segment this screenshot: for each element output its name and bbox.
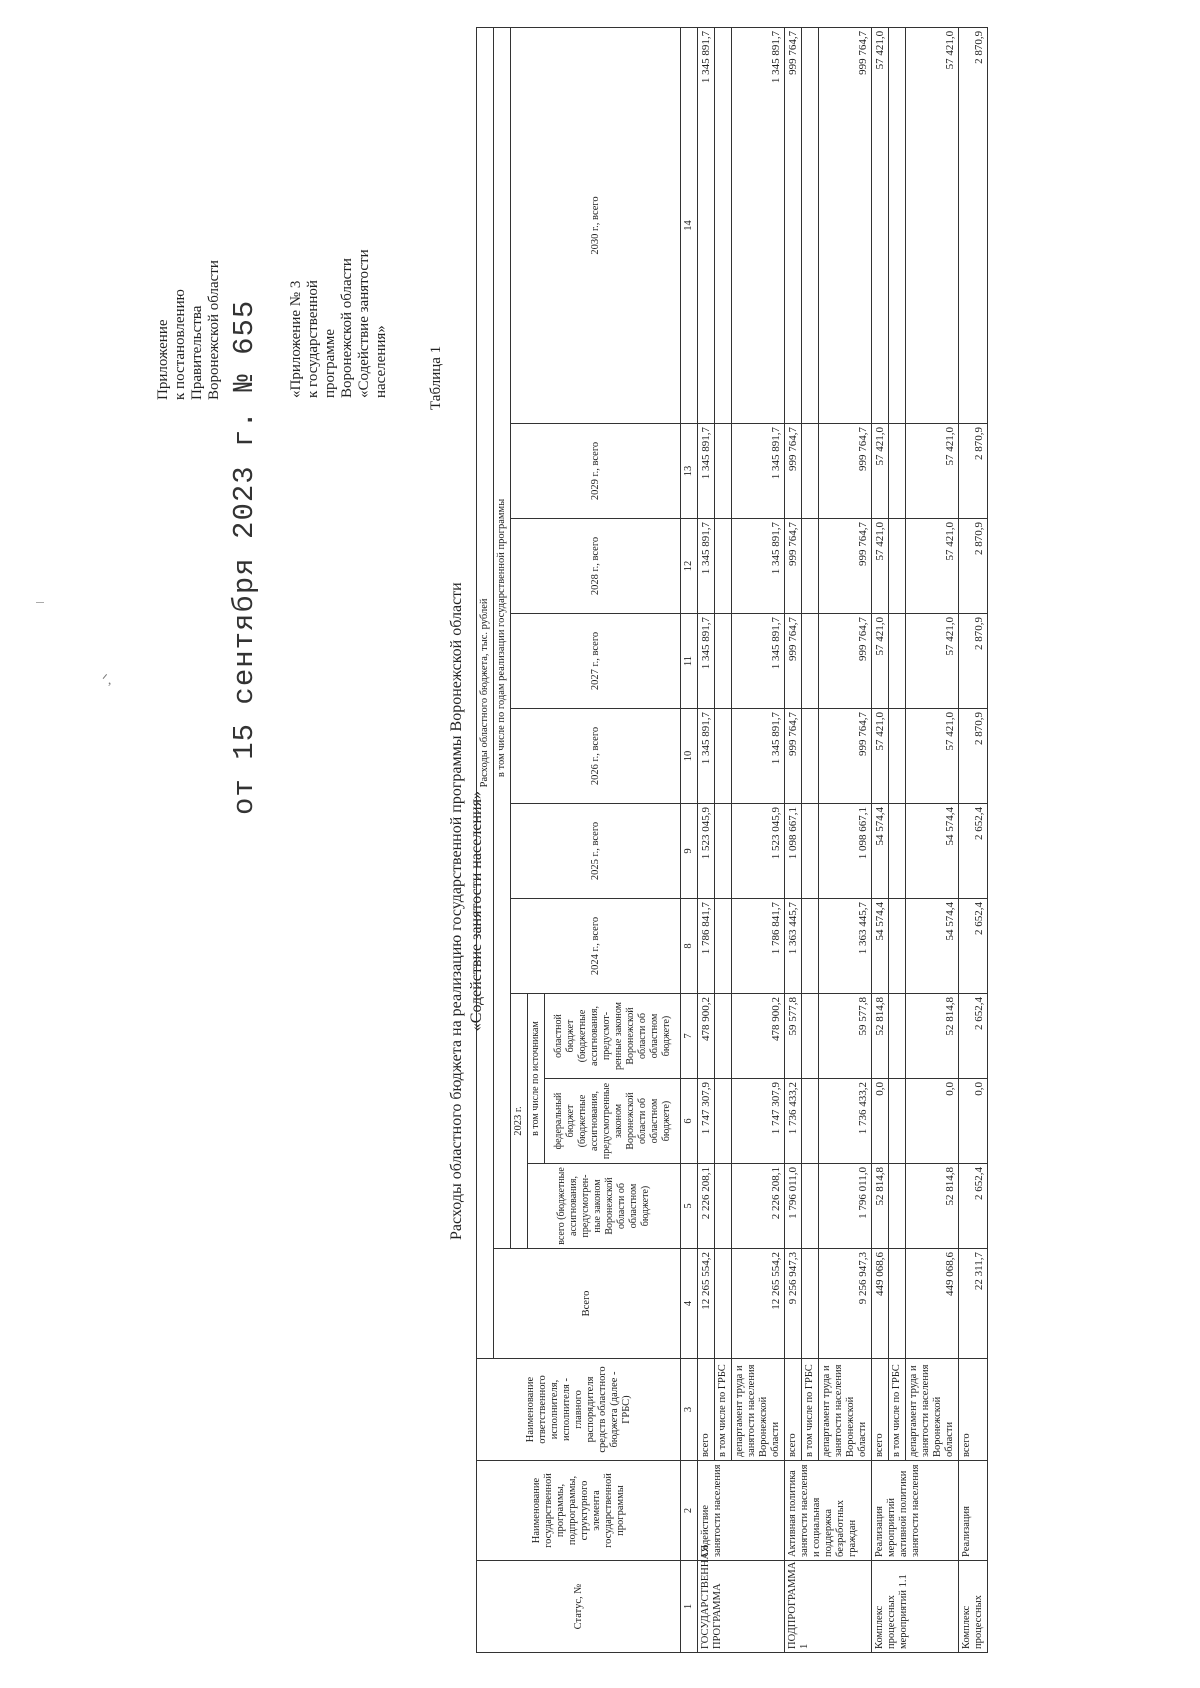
row-executor: всего <box>698 1359 715 1461</box>
col-number: 2 <box>681 1461 698 1561</box>
cell-value: 54 574,4 <box>906 804 959 899</box>
cell-value: 12 265 554,2 <box>698 1249 715 1359</box>
header-2030: 2030 г., всего <box>511 27 681 423</box>
cell-value: 52 814,8 <box>872 994 889 1079</box>
cell-value: 52 814,8 <box>906 1164 959 1249</box>
col-number: 14 <box>681 27 698 423</box>
cell-value: 1 796 011,0 <box>819 1164 872 1249</box>
table-row <box>715 27 732 1652</box>
col-number: 6 <box>681 1079 698 1164</box>
table-label: Таблица 1 <box>428 345 444 410</box>
header-2025: 2025 г., всего <box>511 804 681 899</box>
col-number: 7 <box>681 994 698 1079</box>
cell-value: 999 764,7 <box>785 424 802 519</box>
cell-value: 1 736 433,2 <box>819 1079 872 1164</box>
cell-value: 999 764,7 <box>819 424 872 519</box>
cell-value: 57 421,0 <box>906 519 959 614</box>
table-row <box>819 27 872 1652</box>
cell-value: 999 764,7 <box>819 519 872 614</box>
cell-value: 1 363 445,7 <box>785 899 802 994</box>
cell-value: 54 574,4 <box>872 899 889 994</box>
table-row <box>785 27 802 1652</box>
cell-value: 57 421,0 <box>872 27 889 423</box>
program-appendix-line: программе <box>322 329 338 398</box>
cell-value: 9 256 947,3 <box>819 1249 872 1359</box>
col-number: 4 <box>681 1249 698 1359</box>
row-name: Содействие занятости населения <box>698 1461 785 1561</box>
header-2027: 2027 г., всего <box>511 614 681 709</box>
cell-value: 2 870,9 <box>959 519 988 614</box>
col-number: 10 <box>681 709 698 804</box>
cell-value: 2 652,4 <box>959 804 988 899</box>
row-executor: в том числе по ГРБС <box>802 1359 819 1461</box>
appendix-line: Правительства <box>189 305 205 400</box>
header-2023: 2023 г. <box>511 994 528 1249</box>
cell-value: 2 652,4 <box>959 1164 988 1249</box>
row-status: Комплекс процессных мероприятий 1.1 <box>872 1561 959 1653</box>
cell-value: 1 747 307,9 <box>732 1079 785 1164</box>
cell-value: 449 068,6 <box>906 1249 959 1359</box>
program-appendix-block <box>288 249 390 398</box>
cell-value: 0,0 <box>872 1079 889 1164</box>
header-by-sources: в том числе по источникам <box>528 994 545 1164</box>
table-row <box>872 27 889 1652</box>
header-regional: областной бюджет (бюджетные ассигнования, предусмот-ренные законом Воронежской области об областном бюджете) <box>545 994 681 1079</box>
cell-value: 1 345 891,7 <box>698 709 715 804</box>
row-executor: департамент труда и занятости населения Воронежской области <box>819 1359 872 1461</box>
col-number: 3 <box>681 1359 698 1461</box>
cell-value: 57 421,0 <box>872 614 889 709</box>
col-number: 13 <box>681 424 698 519</box>
cell-value: 57 421,0 <box>872 424 889 519</box>
budget-table <box>476 27 988 1653</box>
cell-value: 1 345 891,7 <box>698 614 715 709</box>
cell-value: 1 345 891,7 <box>698 519 715 614</box>
cell-value: 59 577,8 <box>819 994 872 1079</box>
program-appendix-line: «Приложение № 3 <box>288 280 304 398</box>
cell-value: 0,0 <box>959 1079 988 1164</box>
cell-value: 478 900,2 <box>732 994 785 1079</box>
cell-value: 999 764,7 <box>785 27 802 423</box>
cell-value: 57 421,0 <box>872 519 889 614</box>
appendix-line: Воронежской области <box>206 260 222 400</box>
cell-value: 1 345 891,7 <box>732 709 785 804</box>
budget-table-wrapper <box>476 30 985 1653</box>
row-name: Реализация мероприятий активной политики занятости населения <box>872 1461 959 1561</box>
cell-value: 2 870,9 <box>959 424 988 519</box>
header-federal: федеральный бюджет (бюджетные ассигнования, предусмотренные законом Воронежской области об областном бюджете) <box>545 1079 681 1164</box>
cell-value: 1 345 891,7 <box>732 614 785 709</box>
header-name: Наименование государственной программы, подпрограммы, структурного элемента государственной программы <box>477 1461 681 1561</box>
cell-value: 1 523 045,9 <box>732 804 785 899</box>
cell-value: 449 068,6 <box>872 1249 889 1359</box>
cell-value: 59 577,8 <box>785 994 802 1079</box>
cell-value: 57 421,0 <box>872 709 889 804</box>
cell-value: 2 652,4 <box>959 899 988 994</box>
row-name: Активная политика занятости населения и социальная поддержка безработных граждан <box>785 1461 872 1561</box>
header-2024: 2024 г., всего <box>511 899 681 994</box>
table-row <box>889 27 906 1652</box>
row-status: ГОСУДАРСТВЕННАЯ ПРОГРАММА <box>698 1561 785 1653</box>
program-appendix-line: «Содействие занятости <box>356 249 372 398</box>
cell-value: 999 764,7 <box>819 614 872 709</box>
header-status: Статус, № <box>477 1561 681 1653</box>
col-number: 8 <box>681 899 698 994</box>
cell-value: 1 786 841,7 <box>732 899 785 994</box>
row-executor: всего <box>959 1359 988 1461</box>
cell-value: 52 814,8 <box>872 1164 889 1249</box>
col-number: 1 <box>681 1561 698 1653</box>
cell-value: 1 345 891,7 <box>732 519 785 614</box>
row-executor: в том числе по ГРБС <box>715 1359 732 1461</box>
col-number: 12 <box>681 519 698 614</box>
row-executor: всего <box>785 1359 802 1461</box>
cell-value: 1 345 891,7 <box>732 27 785 423</box>
header-executor: Наименование ответственного исполнителя, исполнителя - главного распорядителя средств областного бюджета (далее - ГРБС) <box>477 1359 681 1461</box>
cell-value: 57 421,0 <box>906 27 959 423</box>
cell-value: 57 421,0 <box>906 614 959 709</box>
cell-value: 999 764,7 <box>785 709 802 804</box>
cell-value: 12 265 554,2 <box>732 1249 785 1359</box>
row-executor: департамент труда и занятости населения Воронежской области <box>732 1359 785 1461</box>
row-executor: в том числе по ГРБС <box>889 1359 906 1461</box>
header-2029: 2029 г., всего <box>511 424 681 519</box>
header-by-years: в том числе по годам реализации государственной программы <box>494 27 511 1248</box>
cell-value: 52 814,8 <box>906 994 959 1079</box>
cell-value: 1 345 891,7 <box>698 424 715 519</box>
cell-value: 999 764,7 <box>785 519 802 614</box>
cell-value: 2 870,9 <box>959 709 988 804</box>
cell-value: 1 786 841,7 <box>698 899 715 994</box>
scan-dash <box>36 602 44 603</box>
appendix-block <box>155 260 223 400</box>
cell-value: 999 764,7 <box>819 27 872 423</box>
scan-artifact: ᐟ, <box>102 673 112 688</box>
appendix-line: Приложение <box>155 319 171 400</box>
cell-value: 54 574,4 <box>872 804 889 899</box>
cell-value: 0,0 <box>906 1079 959 1164</box>
cell-value: 9 256 947,3 <box>785 1249 802 1359</box>
cell-value: 1 098 667,1 <box>819 804 872 899</box>
header-total-alloc: всего (бюджетные ассигнования, предусмотрен-ные законом Воронежской области об областном бюджете) <box>528 1164 681 1249</box>
cell-value: 1 747 307,9 <box>698 1079 715 1164</box>
cell-value: 999 764,7 <box>785 614 802 709</box>
table-row <box>732 27 785 1652</box>
table-row <box>698 27 715 1652</box>
header-2028: 2028 г., всего <box>511 519 681 614</box>
table-row <box>802 27 819 1652</box>
program-appendix-line: Воронежской области <box>339 258 355 398</box>
cell-value: 1 345 891,7 <box>698 27 715 423</box>
appendix-line: к постановлению <box>172 289 188 400</box>
col-number: 9 <box>681 804 698 899</box>
col-number: 5 <box>681 1164 698 1249</box>
row-status: Комплекс процессных <box>959 1561 988 1653</box>
cell-value: 57 421,0 <box>906 424 959 519</box>
cell-value: 999 764,7 <box>819 709 872 804</box>
cell-value: 2 226 208,1 <box>698 1164 715 1249</box>
cell-value: 54 574,4 <box>906 899 959 994</box>
title-line-1: Расходы областного бюджета на реализацию государственной программы Воронежской области <box>448 582 465 1240</box>
row-status: ПОДПРОГРАММА 1 <box>785 1561 872 1653</box>
cell-value: 2 226 208,1 <box>732 1164 785 1249</box>
cell-value: 1 363 445,7 <box>819 899 872 994</box>
cell-value: 1 098 667,1 <box>785 804 802 899</box>
table-row <box>906 27 959 1652</box>
col-number: 11 <box>681 614 698 709</box>
cell-value: 478 900,2 <box>698 994 715 1079</box>
cell-value: 1 523 045,9 <box>698 804 715 899</box>
row-name: Реализация <box>959 1461 988 1561</box>
cell-value: 2 870,9 <box>959 27 988 423</box>
cell-value: 1 345 891,7 <box>732 424 785 519</box>
cell-value: 57 421,0 <box>906 709 959 804</box>
cell-value: 1 736 433,2 <box>785 1079 802 1164</box>
cell-value: 2 652,4 <box>959 994 988 1079</box>
table-row <box>959 27 988 1652</box>
order-date-number: от 15 сентября 2023 г. № 655 <box>228 299 261 815</box>
row-executor: департамент труда и занятости населения Воронежской области <box>906 1359 959 1461</box>
header-total: Всего <box>494 1249 681 1359</box>
cell-value: 22 311,7 <box>959 1249 988 1359</box>
title-line-2: «Содействие занятости населения» <box>468 791 485 1032</box>
header-2026: 2026 г., всего <box>511 709 681 804</box>
program-appendix-line: к государственной <box>305 280 321 398</box>
cell-value: 1 796 011,0 <box>785 1164 802 1249</box>
header-expenses: Расходы областного бюджета, тыс. рублей <box>477 27 494 1358</box>
row-executor: всего <box>872 1359 889 1461</box>
cell-value: 2 870,9 <box>959 614 988 709</box>
program-appendix-line: населения» <box>373 325 389 398</box>
